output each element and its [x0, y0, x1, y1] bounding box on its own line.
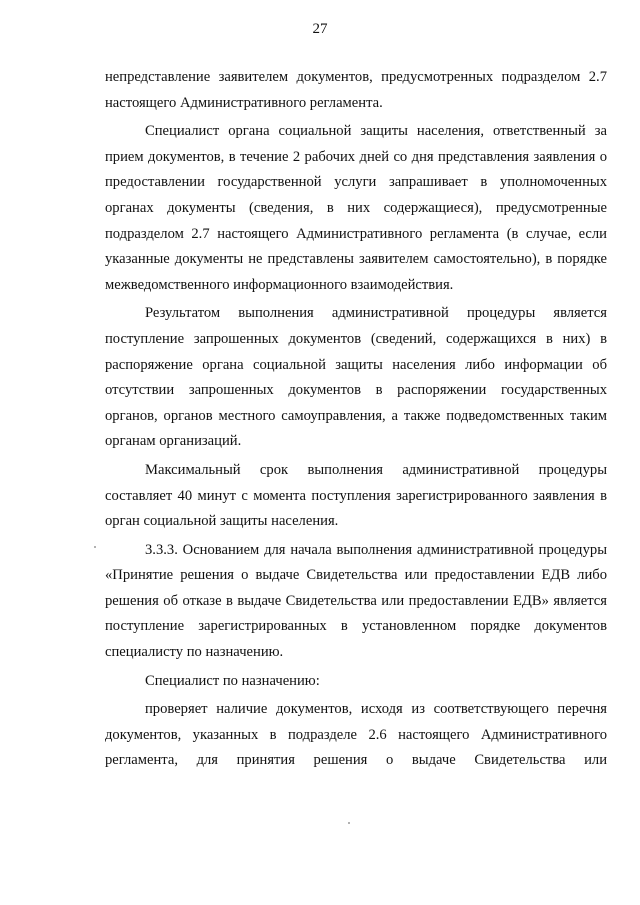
- scan-speck: [94, 546, 96, 548]
- scan-speck: [348, 822, 350, 824]
- paragraph-7: проверяет наличие документов, исходя из соответствующего перечня документов, указанных в подразделе 2.6 настоящего Административного регламента, для принятия решения о выдаче Свидетельства или: [105, 701, 607, 769]
- paragraph-4: Максимальный срок выполнения административной процедуры составляет 40 минут с момента поступления зарегистрированного заявления в орган социальной защиты населения.: [105, 461, 607, 530]
- paragraph-6: Специалист по назначению:: [145, 672, 320, 689]
- page-number: 27: [312, 21, 328, 37]
- paragraph-2: Специалист органа социальной защиты населения, ответственный за прием документов, в течение 2 рабочих дней со дня представления заявления о предоставлении государственной услуги запрашивает в уполномоченных органах документы (сведения, в них содержащиеся), предусмотренные подразделом 2.7 настоящего Административного регламента (в случае, если указанные документы не представлены заявителем самостоятельно), в порядке межведомственного информационного взаимодействия.: [105, 123, 607, 293]
- paragraph-5: 3.3.3. Основанием для начала выполнения административной процедуры «Принятие решения о выдаче Свидетельства или предоставлении ЕДВ либо решения об отказе в выдаче Свидетельства или предоставлении ЕДВ» является поступление зарегистрированных в установленном порядке документов специалисту по назначению.: [105, 541, 607, 661]
- paragraph-1: непредставление заявителем документов, предусмотренных подразделом 2.7 настоящего Административного регламента.: [105, 69, 607, 111]
- document-body: [105, 65, 607, 777]
- paragraph-3: Результатом выполнения административной процедуры является поступление запрошенных документов (сведений, содержащихся в них) в распоряжение органа социальной защиты населения либо информации об отсутствии запрошенных документов в распоряжении государственных органов, органов местного самоуправления, а также подведомственных таким органам организаций.: [105, 305, 607, 450]
